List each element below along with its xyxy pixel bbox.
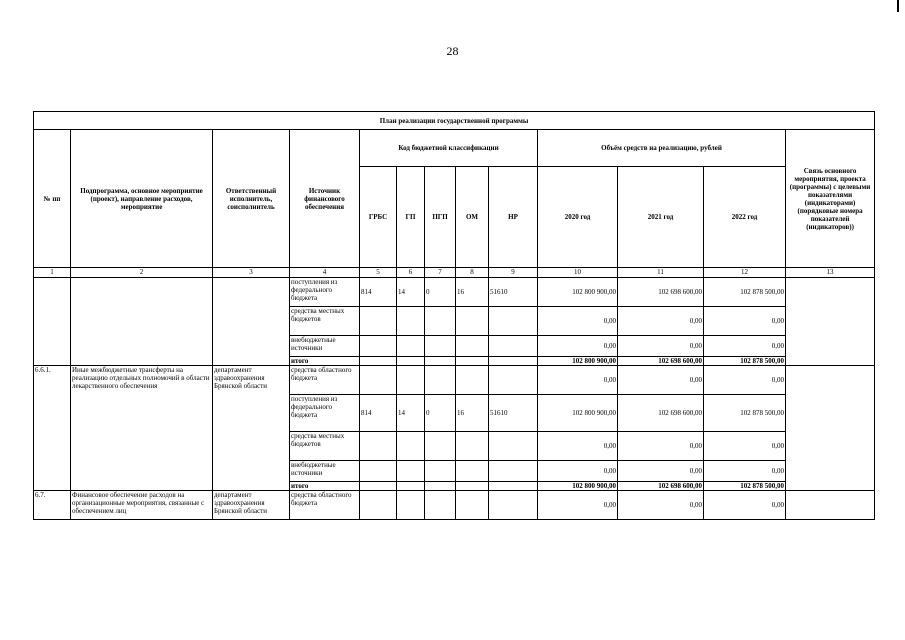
header-2022: 2022 год [704, 167, 786, 268]
source-cell: средства местных бюджетов [290, 432, 360, 461]
table-title-row [34, 112, 875, 130]
header-2021: 2021 год [618, 167, 704, 268]
page-number: 28 [446, 44, 459, 58]
value-2021: 0,00 [618, 461, 704, 482]
om-cell: 16 [456, 395, 489, 432]
row-responsible-cell [213, 278, 290, 366]
col-index: 10 [538, 268, 618, 278]
col-index: 4 [290, 268, 360, 278]
value-2021: 102 698 600,00 [618, 357, 704, 366]
value-2021: 102 698 600,00 [618, 278, 704, 307]
value-2020: 0,00 [538, 432, 618, 461]
source-cell: средства областного бюджета [290, 491, 360, 520]
nr-cell: 51610 [489, 278, 538, 307]
om-cell: 16 [456, 278, 489, 307]
row-num-cell: 6.7. [34, 491, 71, 520]
value-2021: 102 698 600,00 [618, 482, 704, 491]
header-budget-code: Код бюджетной классификации [360, 130, 538, 167]
row-name-cell: Финансовое обеспечение расходов на организационные мероприятия, связанные с обеспечением лиц [71, 491, 213, 520]
column-index-row [34, 268, 875, 278]
table-row [34, 366, 875, 395]
header-gp: ГП [397, 167, 425, 268]
value-2021: 102 698 600,00 [618, 395, 704, 432]
link-cell [786, 278, 875, 366]
value-2022: 102 878 500,00 [704, 357, 786, 366]
row-name-cell: Иные межбюджетные трансферты на реализацию отдельных полномочий в области лекарственного обеспечения [71, 366, 213, 491]
value-2022: 102 878 500,00 [704, 278, 786, 307]
table-row [34, 491, 875, 520]
source-cell: средства областного бюджета [290, 366, 360, 395]
col-index: 5 [360, 268, 397, 278]
col-index: 6 [397, 268, 425, 278]
header-responsible: Ответственный исполнитель, соисполнитель [213, 130, 290, 268]
pgp-cell: 0 [425, 278, 456, 307]
value-2022: 0,00 [704, 461, 786, 482]
source-cell: поступления из федерального бюджета [290, 395, 360, 432]
header-pgp: ПГП [425, 167, 456, 268]
program-plan-table [33, 111, 875, 520]
header-num: № пп [34, 130, 71, 268]
value-2021: 0,00 [618, 307, 704, 336]
row-num-cell [34, 278, 71, 366]
table-row [34, 278, 875, 307]
value-2020: 0,00 [538, 336, 618, 357]
value-2022: 0,00 [704, 336, 786, 357]
value-2022: 102 878 500,00 [704, 482, 786, 491]
value-2020: 102 800 900,00 [538, 482, 618, 491]
col-index: 11 [618, 268, 704, 278]
source-cell: средства местных бюджетов [290, 307, 360, 336]
col-index: 12 [704, 268, 786, 278]
grbs-cell: 814 [360, 278, 397, 307]
grbs-cell: 814 [360, 395, 397, 432]
header-volume: Объём средств на реализацию, рублей [538, 130, 786, 167]
value-2020: 0,00 [538, 461, 618, 482]
header-2020: 2020 год [538, 167, 618, 268]
value-2022: 0,00 [704, 366, 786, 395]
gp-cell: 14 [397, 395, 425, 432]
value-2022: 0,00 [704, 307, 786, 336]
link-cell [786, 366, 875, 491]
source-cell: внебюджетные источники [290, 336, 360, 357]
value-2022: 0,00 [704, 491, 786, 520]
col-index: 8 [456, 268, 489, 278]
col-index: 9 [489, 268, 538, 278]
value-2020: 0,00 [538, 491, 618, 520]
value-2020: 102 800 900,00 [538, 357, 618, 366]
source-cell: итого [290, 357, 360, 366]
header-name: Подпрограмма, основное мероприятие (проект), направление расходов, мероприятие [71, 130, 213, 268]
col-index: 2 [71, 268, 213, 278]
col-index: 3 [213, 268, 290, 278]
value-2021: 0,00 [618, 432, 704, 461]
value-2021: 0,00 [618, 366, 704, 395]
col-index: 1 [34, 268, 71, 278]
page-edge-mark [897, 0, 899, 12]
row-name-cell [71, 278, 213, 366]
row-responsible-cell: департамент здравоохранения Брянской области [213, 491, 290, 520]
header-source: Источник финансового обеспечения [290, 130, 360, 268]
pgp-cell: 0 [425, 395, 456, 432]
row-responsible-cell: департамент здравоохранения Брянской области [213, 366, 290, 491]
nr-cell: 51610 [489, 395, 538, 432]
header-link: Связь основного мероприятия, проекта (программы) с целевыми показателями (индикаторами) (порядковые номера показателей (индикаторов)) [786, 130, 875, 268]
value-2020: 0,00 [538, 366, 618, 395]
link-cell [786, 491, 875, 520]
value-2022: 0,00 [704, 432, 786, 461]
source-cell: внебюджетные источники [290, 461, 360, 482]
source-cell: итого [290, 482, 360, 491]
value-2020: 102 800 900,00 [538, 395, 618, 432]
header-om: ОМ [456, 167, 489, 268]
row-num-cell: 6.6.1. [34, 366, 71, 491]
col-index: 7 [425, 268, 456, 278]
gp-cell: 14 [397, 278, 425, 307]
value-2020: 0,00 [538, 307, 618, 336]
header-nr: НР [489, 167, 538, 268]
value-2021: 0,00 [618, 491, 704, 520]
header-row-1 [34, 130, 875, 167]
table-title: План реализации государственной программы [34, 112, 875, 130]
value-2022: 102 878 500,00 [704, 395, 786, 432]
header-grbs: ГРБС [360, 167, 397, 268]
value-2021: 0,00 [618, 336, 704, 357]
col-index: 13 [786, 268, 875, 278]
value-2020: 102 800 900,00 [538, 278, 618, 307]
source-cell: поступления из федерального бюджета [290, 278, 360, 307]
